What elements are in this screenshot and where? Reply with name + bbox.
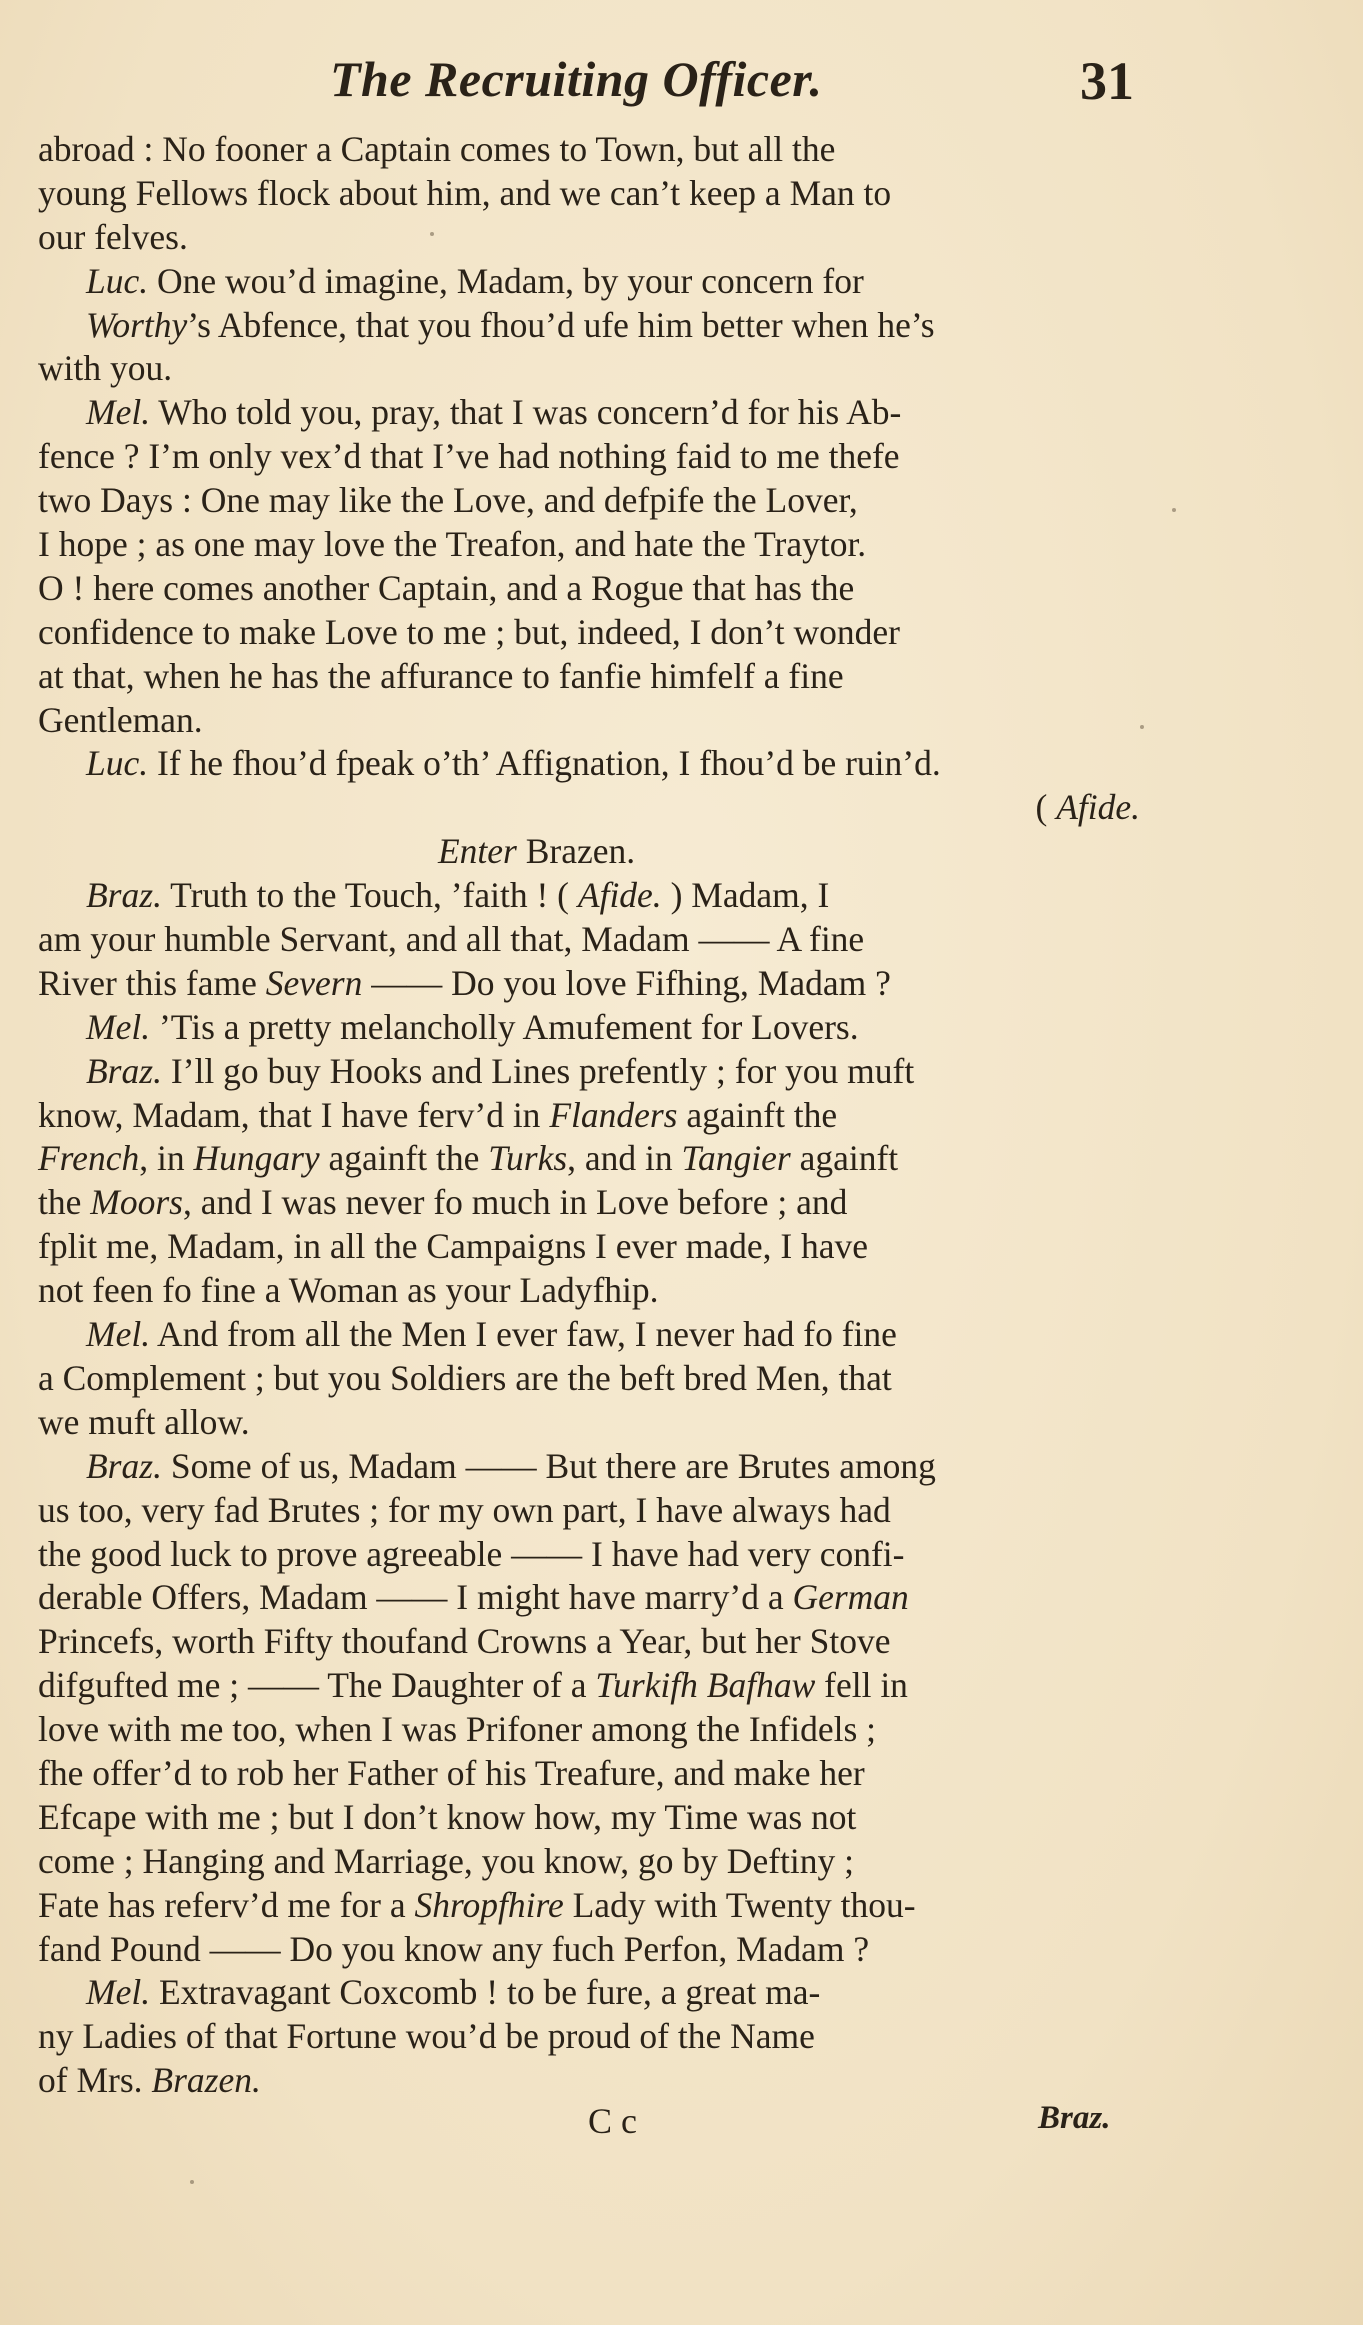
text-line <box>38 1445 1148 1489</box>
text-line <box>38 1137 1148 1181</box>
text-run: , and I was never fo much in Love before ; and <box>182 1182 848 1223</box>
text-run: of Mrs. <box>38 2060 152 2101</box>
italic-text: Luc. <box>86 260 149 301</box>
text-run: young Fellows flock about him, and we can’t keep a Man to <box>38 172 892 213</box>
text-line <box>38 1050 1148 1094</box>
text-run: Who told you, pray, that I was concern’d for his Ab- <box>150 392 902 433</box>
text-line <box>38 1357 1148 1401</box>
text-run: a Complement ; but you Soldiers are the beft bred Men, that <box>38 1357 892 1398</box>
text-run: at that, when he has the affurance to fanfie himfelf a fine <box>38 655 844 696</box>
text-run: fand Pound —— Do you know any fuch Perfon, Madam ? <box>38 1928 870 1969</box>
text-run: we muft allow. <box>38 1401 250 1442</box>
text-line <box>38 2059 1148 2103</box>
text-run: Brazen. <box>516 831 636 872</box>
text-line <box>38 391 1148 435</box>
text-line <box>38 611 1148 655</box>
text-run: O ! here comes another Captain, and a Rogue that has the <box>38 567 855 608</box>
text-run: ’s Abfence, that you fhou’d ufe him better when he’s <box>187 304 935 345</box>
text-run: againft the <box>677 1094 838 1135</box>
italic-text: Braz. <box>86 875 162 916</box>
text-line <box>38 962 1148 1006</box>
text-run: I’ll go buy Hooks and Lines prefently ; for you muft <box>161 1050 915 1091</box>
text-line <box>38 523 1148 567</box>
text-run: confidence to make Love to me ; but, indeed, I don’t wonder <box>38 611 900 652</box>
text-line <box>38 699 1148 743</box>
signature-mark: C c <box>588 2101 637 2141</box>
italic-text: Mel. <box>86 1314 151 1355</box>
text-line <box>38 1225 1148 1269</box>
text-run: am your humble Servant, and all that, Madam —— A fine <box>38 919 865 960</box>
text-line <box>38 1664 1148 1708</box>
text-line <box>38 567 1148 611</box>
italic-text: Mel. <box>86 1006 151 1047</box>
italic-text: Hungary <box>193 1138 320 1179</box>
text-line <box>38 1708 1148 1752</box>
text-run: fplit me, Madam, in all the Campaigns I ever made, I have <box>38 1226 869 1267</box>
italic-text: German <box>792 1577 909 1618</box>
text-run: Extravagant Coxcomb ! to be fure, a great ma- <box>150 1972 821 2013</box>
text-run: fell in <box>815 1665 908 1706</box>
text-run: againft <box>790 1138 899 1179</box>
text-run: Gentleman. <box>38 699 203 740</box>
text-run: River this fame <box>38 962 266 1003</box>
italic-text: Worthy <box>86 304 188 345</box>
text-line <box>38 216 1148 260</box>
text-line <box>38 742 1148 786</box>
italic-text: Shropfhire <box>414 1884 564 1925</box>
text-line <box>38 172 1148 216</box>
text-run: love with me too, when I was Prifoner among the Infidels ; <box>38 1709 877 1750</box>
italic-text: Turks <box>488 1138 568 1179</box>
italic-text: Luc. <box>86 743 149 784</box>
text-line <box>38 1840 1148 1884</box>
italic-text: Flanders <box>549 1094 678 1135</box>
italic-text: Afide. <box>1056 787 1140 828</box>
text-line <box>38 1269 1148 1313</box>
text-run: againft the <box>319 1138 489 1179</box>
text-line <box>38 1181 1148 1225</box>
text-line <box>38 1928 1148 1972</box>
text-line <box>38 1576 1148 1620</box>
italic-text: Mel. <box>86 1972 151 2013</box>
text-line <box>38 1401 1148 1445</box>
text-run: fence ? I’m only vex’d that I’ve had nothing faid to me thefe <box>38 436 900 477</box>
text-run: Truth to the Touch, ’faith ! ( <box>161 875 578 916</box>
text-run: Some of us, Madam —— But there are Brutes among <box>161 1445 936 1486</box>
text-run: —— Do you love Fifhing, Madam ? <box>362 962 891 1003</box>
text-run: , and in <box>567 1138 682 1179</box>
body-text <box>38 128 1148 2103</box>
text-run: abroad : No fooner a Captain comes to Town, but all the <box>38 129 836 169</box>
text-run: ( <box>1035 787 1057 828</box>
text-line <box>38 1884 1148 1928</box>
text-line <box>38 918 1148 962</box>
text-run: , in <box>139 1138 194 1179</box>
text-run: ny Ladies of that Fortune wou’d be proud of the Name <box>38 2016 815 2057</box>
text-line <box>38 1533 1148 1577</box>
italic-text: Braz. <box>86 1445 162 1486</box>
text-line <box>38 1796 1148 1840</box>
text-line <box>38 260 1148 304</box>
text-run: know, Madam, that I have ferv’d in <box>38 1094 550 1135</box>
text-line <box>38 2015 1148 2059</box>
text-run: Efcape with me ; but I don’t know how, my Time was not <box>38 1796 857 1837</box>
italic-text: Severn <box>265 962 363 1003</box>
text-line <box>38 1489 1148 1533</box>
text-line <box>38 1006 1148 1050</box>
paper-speck <box>190 2180 194 2184</box>
page-footer <box>0 2100 1363 2150</box>
text-run: Princefs, worth Fifty thoufand Crowns a Year, but her Stove <box>38 1621 891 1662</box>
italic-text: Tangier <box>681 1138 791 1179</box>
text-run: not feen fo fine a Woman as your Ladyfhip. <box>38 1270 659 1311</box>
text-run: Fate has referv’d me for a <box>38 1884 415 1925</box>
text-line <box>38 1313 1148 1357</box>
text-line <box>38 1620 1148 1664</box>
text-line <box>38 830 1148 874</box>
text-run: with you. <box>38 348 173 389</box>
text-run: I hope ; as one may love the Treafon, and hate the Traytor. <box>38 524 867 565</box>
text-run: derable Offers, Madam —— I might have marry’d a <box>38 1577 793 1618</box>
italic-text: Mel. <box>86 392 151 433</box>
text-line <box>38 786 1148 830</box>
paper-speck <box>430 232 434 236</box>
paper-speck <box>1172 508 1176 512</box>
text-run: come ; Hanging and Marriage, you know, go by Deftiny ; <box>38 1840 854 1881</box>
italic-text: Enter <box>438 831 517 872</box>
text-run: Lady with Twenty thou- <box>563 1884 916 1925</box>
text-run: If he fhou’d fpeak o’th’ Affignation, I fhou’d be ruin’d. <box>148 743 941 784</box>
text-line <box>38 874 1148 918</box>
text-run: One wou’d imagine, Madam, by your concern for <box>148 260 864 301</box>
text-run: fhe offer’d to rob her Father of his Treafure, and make her <box>38 1752 865 1793</box>
page-header <box>0 50 1363 120</box>
italic-text: Turkifh Bafhaw <box>595 1665 816 1706</box>
running-title: The Recruiting Officer. <box>330 51 823 107</box>
italic-text: Brazen. <box>151 2060 261 2101</box>
text-run: And from all the Men I ever faw, I never had fo fine <box>150 1314 897 1355</box>
text-line <box>38 1752 1148 1796</box>
text-run: two Days : One may like the Love, and defpife the Lover, <box>38 480 858 521</box>
text-line <box>38 655 1148 699</box>
italic-text: French <box>38 1138 140 1179</box>
text-run: ’Tis a pretty melancholly Amufement for Lovers. <box>150 1006 859 1047</box>
italic-text: Moors <box>90 1182 183 1223</box>
text-run: the good luck to prove agreeable —— I have had very confi- <box>38 1533 905 1574</box>
text-run: difgufted me ; —— The Daughter of a <box>38 1665 596 1706</box>
paper-speck <box>1140 725 1144 729</box>
text-run: our felves. <box>38 216 188 257</box>
text-line <box>38 435 1148 479</box>
text-line <box>38 479 1148 523</box>
text-run: the <box>38 1182 91 1223</box>
text-run: ) Madam, I <box>661 875 830 916</box>
text-line <box>38 1971 1148 2015</box>
text-line <box>38 347 1148 391</box>
italic-text: Afide. <box>577 875 662 916</box>
text-line <box>38 304 1148 348</box>
page-number: 31 <box>1080 51 1134 111</box>
text-run: us too, very fad Brutes ; for my own part, I have always had <box>38 1489 891 1530</box>
text-line <box>38 1094 1148 1138</box>
text-line <box>38 128 1148 172</box>
catchword: Braz. <box>1038 2100 1111 2136</box>
italic-text: Braz. <box>86 1050 162 1091</box>
